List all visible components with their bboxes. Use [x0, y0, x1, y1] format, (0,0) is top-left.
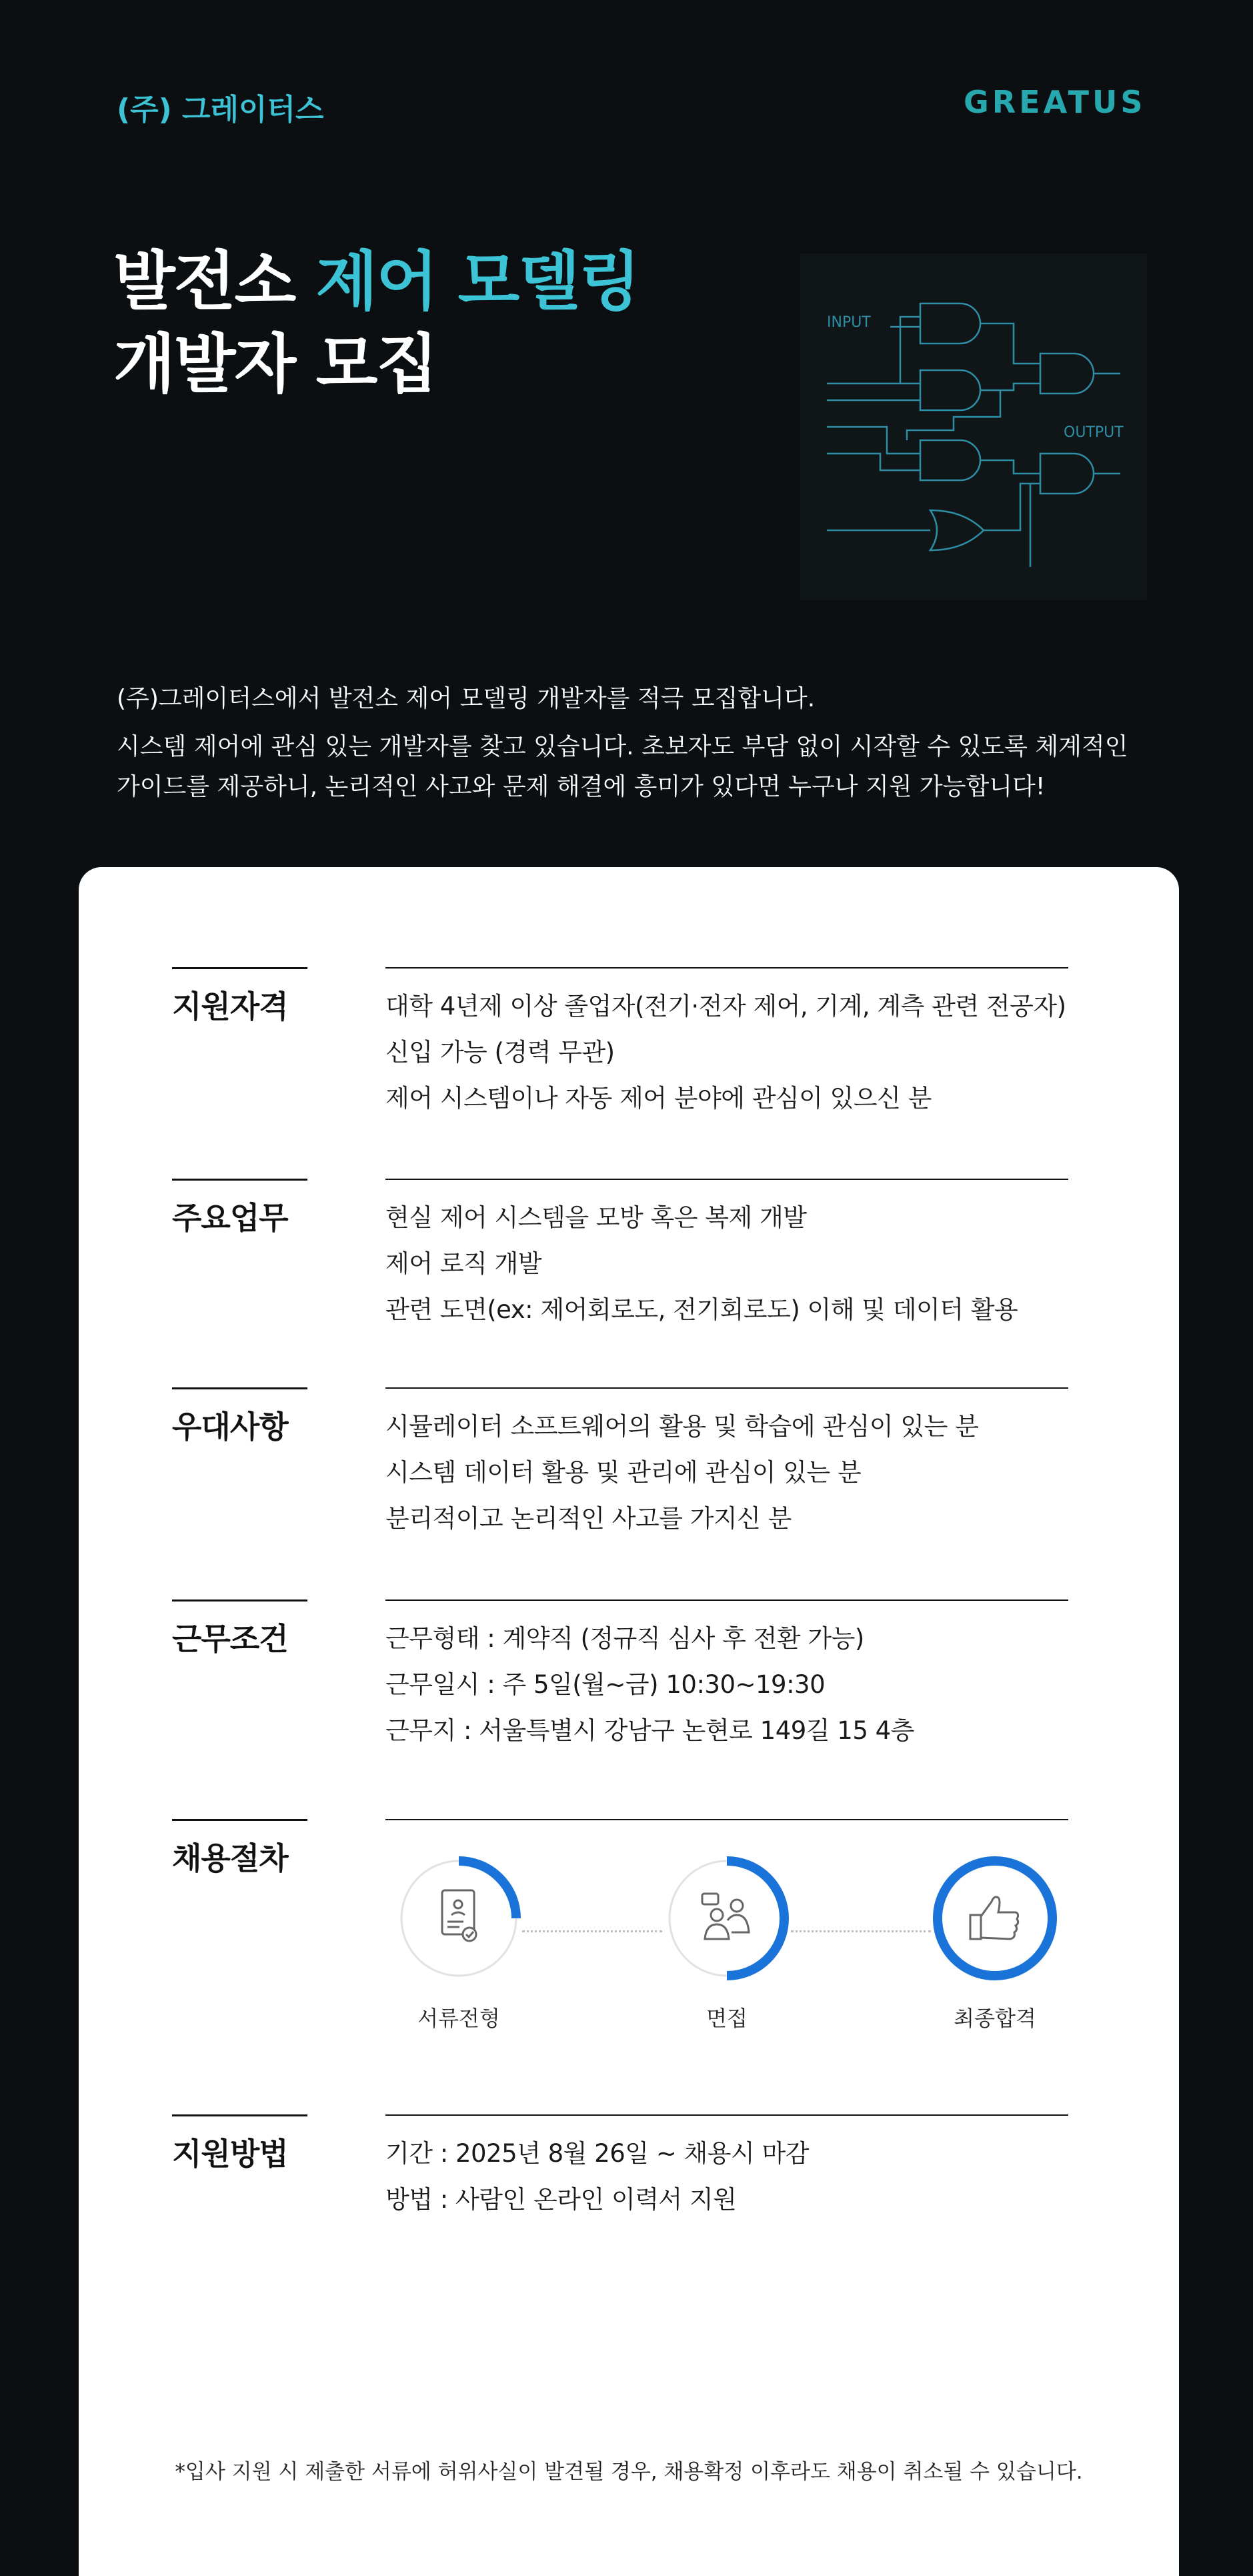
- section-body: [385, 1819, 1068, 2040]
- section-label: 주요업무: [172, 1179, 307, 1238]
- section-label: 지원방법: [172, 2114, 307, 2174]
- step-label: 면접: [706, 2006, 748, 2031]
- section-label: 우대사항: [172, 1387, 307, 1447]
- thumbs-up-icon: [930, 1854, 1060, 1983]
- section-body: [385, 1387, 1068, 1541]
- section-body: [385, 1179, 1068, 1333]
- section-label: 근무조건: [172, 1599, 307, 1659]
- title-part-1: 발전소: [113, 244, 316, 319]
- footnote: *입사 지원 시 제출한 서류에 허위사실이 발견될 경우, 채용확정 이후라도 채용이 취소될 수 있습니다.: [175, 2460, 1083, 2484]
- section-line: 대학 4년제 이상 졸업자(전기·전자 제어, 기계, 계측 관련 전공자): [385, 992, 1066, 1021]
- section-line: 방법 : 사람인 온라인 이력서 지원: [385, 2185, 737, 2214]
- section-line: 근무지 : 서울특별시 강남구 논현로 149길 15 4층: [385, 1716, 914, 1745]
- section-body: [385, 1599, 1068, 1754]
- document-check-icon: [394, 1854, 523, 1983]
- brand-logo: GREATUS: [964, 84, 1146, 120]
- section-line: 관련 도면(ex: 제어회로도, 전기회로도) 이해 및 데이터 활용: [385, 1295, 1018, 1324]
- section-label: 채용절차: [172, 1819, 307, 1878]
- intro-text: [117, 679, 1157, 807]
- job-details-card: [79, 867, 1179, 2576]
- section-line: 시스템 데이터 활용 및 관리에 관심이 있는 분: [385, 1458, 862, 1487]
- company-name: (주) 그레이터스: [117, 93, 324, 127]
- section-line: 기간 : 2025년 8월 26일 ~ 채용시 마감: [385, 2139, 809, 2168]
- step-label: 서류전형: [417, 2006, 500, 2031]
- section-line: 신입 가능 (경력 무관): [385, 1038, 615, 1067]
- circuit-input-label: INPUT: [827, 314, 871, 331]
- section-body: [385, 967, 1068, 1121]
- title-line-1: [113, 240, 640, 323]
- process-step: [654, 1854, 800, 2032]
- section-line: 근무일시 : 주 5일(월~금) 10:30~19:30: [385, 1670, 826, 1699]
- section-body: [385, 2114, 1068, 2222]
- section-line: 제어 로직 개발: [385, 1249, 541, 1278]
- section-line: 시뮬레이터 소프트웨어의 활용 및 학습에 관심이 있는 분: [385, 1412, 979, 1441]
- section-label: 지원자격: [172, 967, 307, 1027]
- process-connector: [791, 1930, 931, 1932]
- process-step: [922, 1854, 1068, 2032]
- intro-line-3: 가이드를 제공하니, 논리적인 사고와 문제 해결에 흥미가 있다면 누구나 지원 가능합니다!: [117, 773, 1046, 800]
- logic-circuit-illustration: [800, 253, 1147, 600]
- intro-line-2: 시스템 제어에 관심 있는 개발자를 찾고 있습니다. 초보자도 부담 없이 시작할 수 있도록 체계적인: [117, 733, 1128, 760]
- interview-icon: [662, 1854, 792, 1983]
- title-line-2: 개발자 모집: [113, 327, 437, 402]
- process-step: [385, 1854, 532, 2032]
- title-accent: 제어 모델링: [315, 244, 640, 319]
- process-connector: [522, 1930, 662, 1932]
- section-line: 분리적이고 논리적인 사고를 가지신 분: [385, 1504, 792, 1533]
- circuit-output-label: OUTPUT: [1064, 424, 1124, 441]
- section-line: 근무형태 : 계약직 (정규직 심사 후 전환 가능): [385, 1624, 864, 1653]
- step-label: 최종합격: [954, 2006, 1036, 2031]
- process-steps: [385, 1820, 1068, 2040]
- section-line: 제어 시스템이나 자동 제어 분야에 관심이 있으신 분: [385, 1084, 932, 1113]
- section-line: 현실 제어 시스템을 모방 혹은 복제 개발: [385, 1203, 807, 1232]
- intro-line-1: (주)그레이터스에서 발전소 제어 모델링 개발자를 적극 모집합니다.: [117, 685, 816, 712]
- page-title: [113, 240, 640, 406]
